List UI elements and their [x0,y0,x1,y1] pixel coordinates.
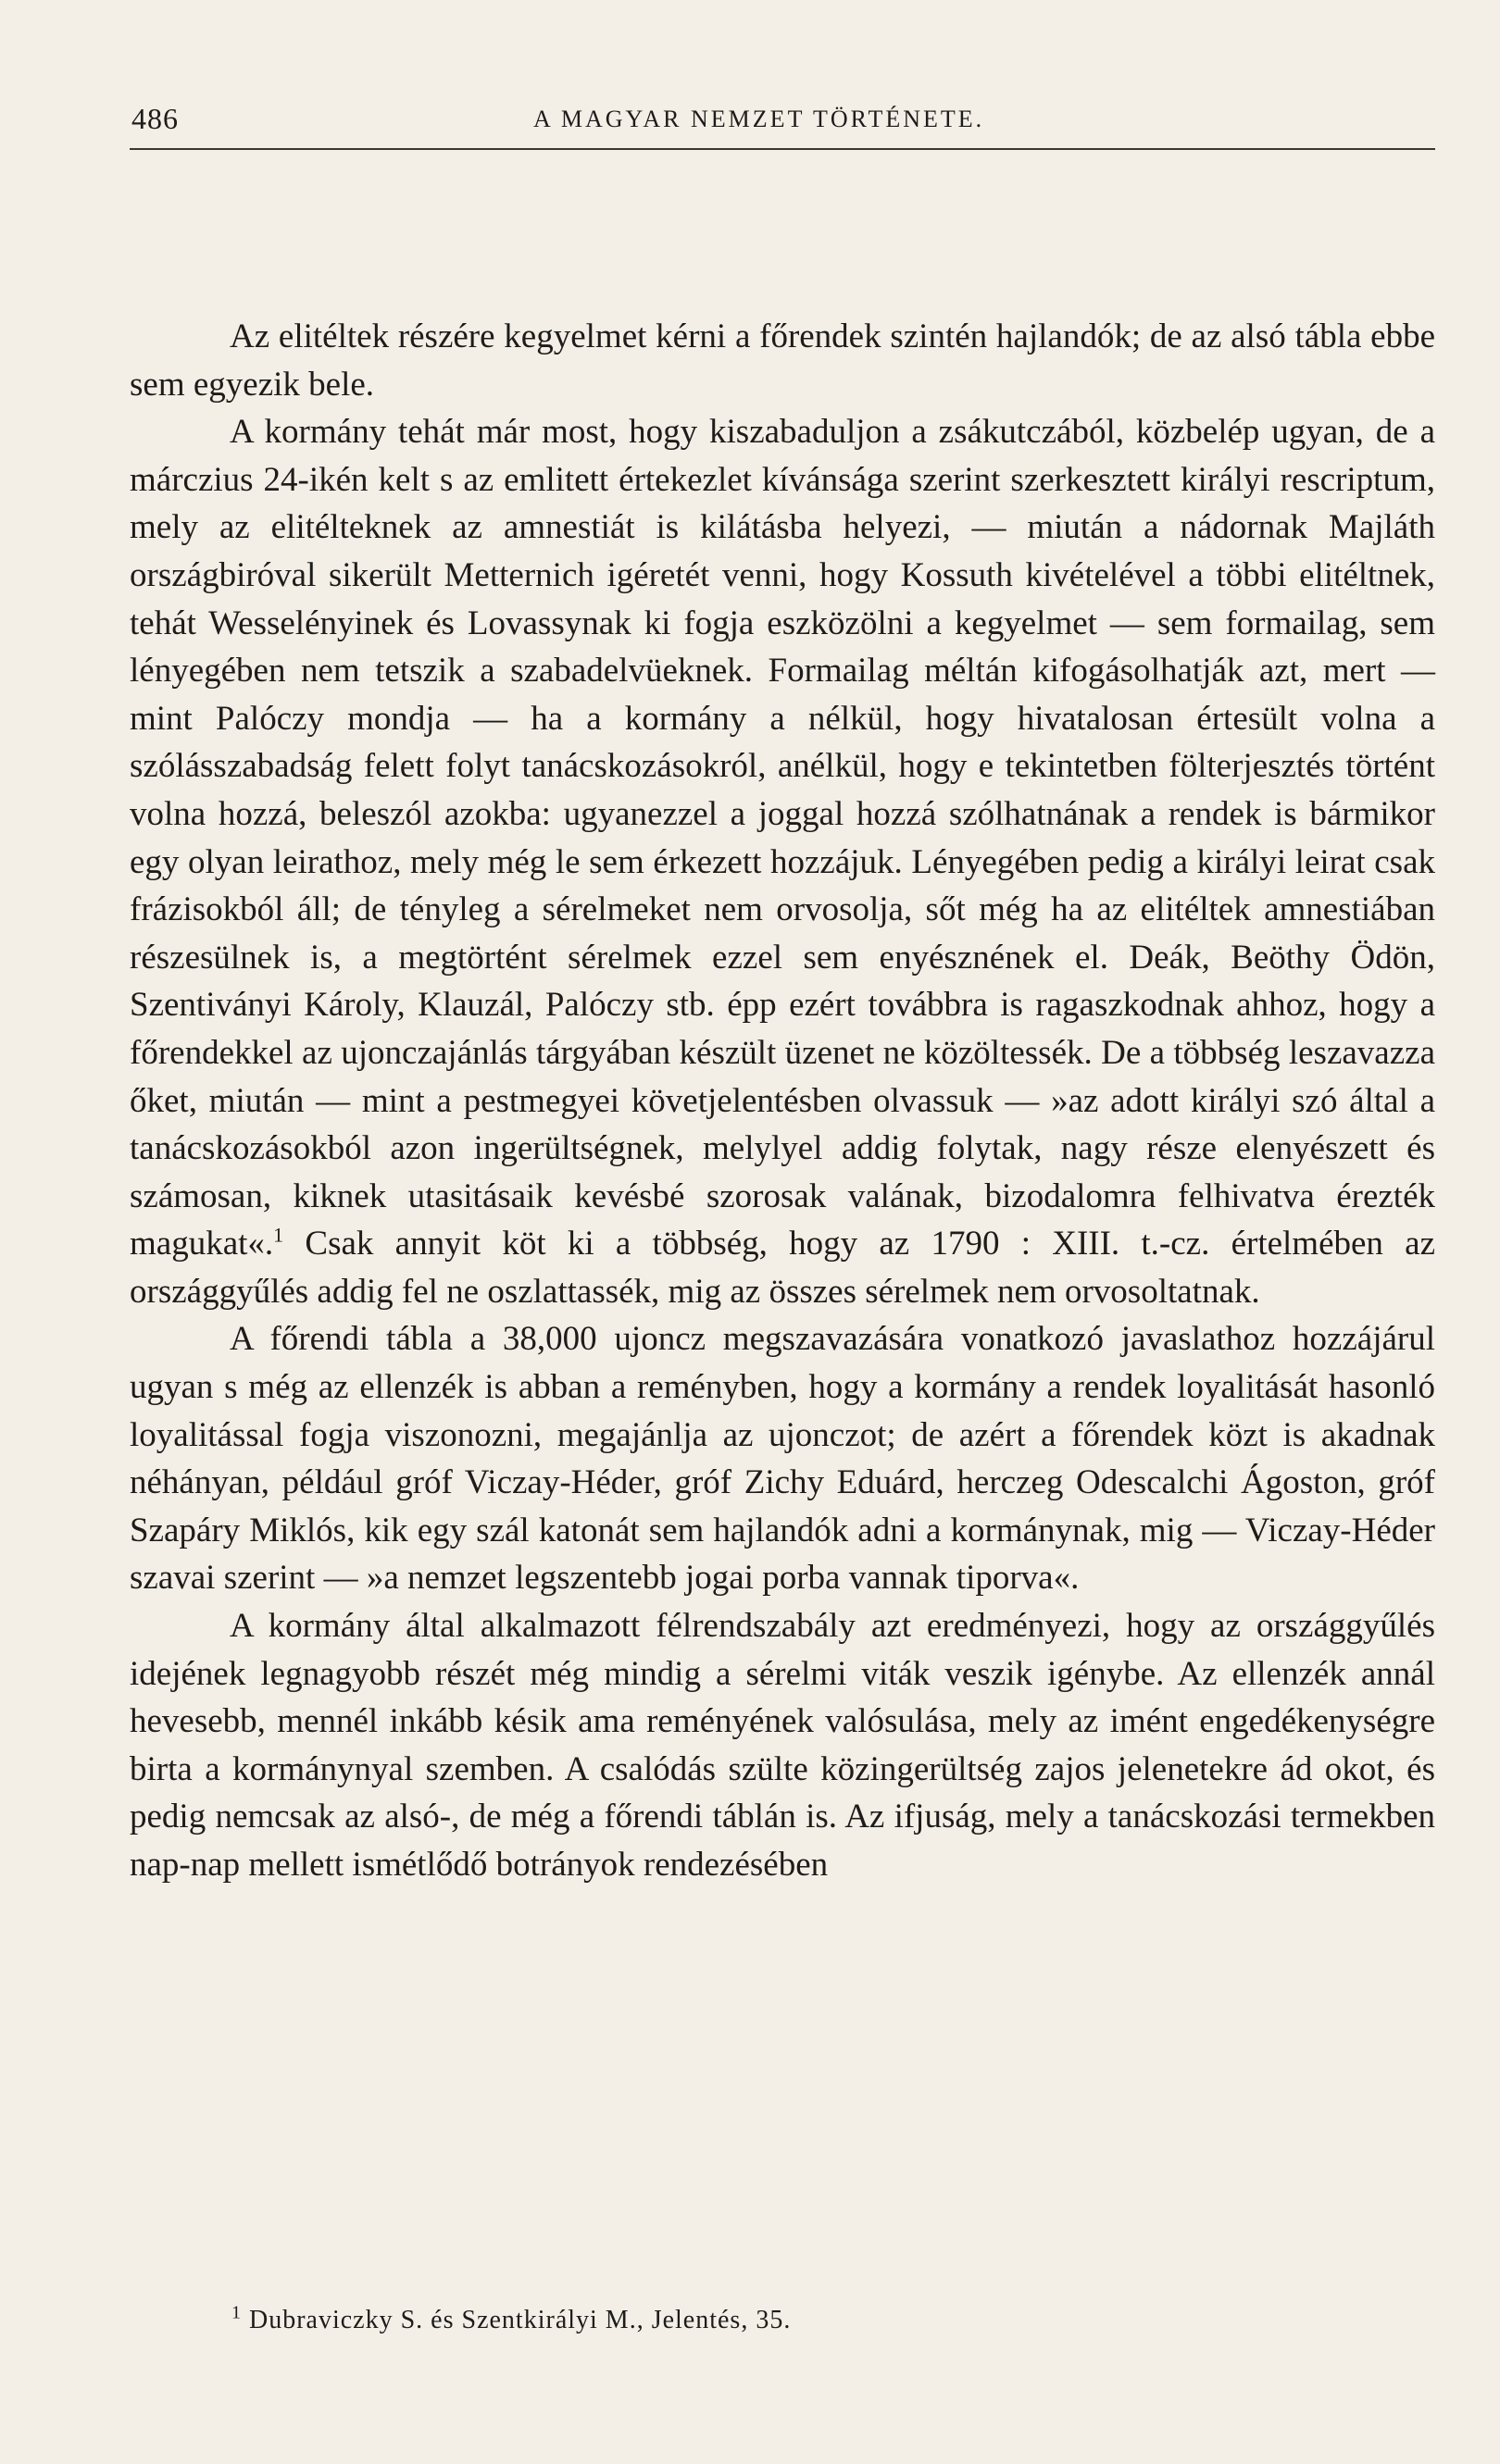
paragraph-1: Az elitéltek részére kegyelmet kérni a főrendek szintén hajlandók; de az alsó tábla ebbe sem egyezik bele. [130,317,1435,404]
footnote-reference: 1 [273,1223,284,1247]
footnote [130,2302,1435,2339]
footnote-text: Dubraviczky S. és Szentkirályi M., Jelentés, 35. [249,2306,792,2334]
page [130,100,1435,1889]
paragraph-2 [130,408,1435,1315]
page-number: 486 [131,102,179,135]
paragraph-3: A főrendi tábla a 38,000 ujoncz megszavazására vonatkozó javaslathoz hozzájárul ugyan s még az ellenzék is abban a reményben, hogy a kormány a rendek loyalitását hasonló loyalitással fogja viszonozni, megajánlja az ujonczot; de azért a főrendek közt is akadnak néhányan, például gróf Viczay-Héder, gróf Zichy Eduárd, herczeg Odescalchi Ágoston, gróf Szapáry Miklós, kik egy szál katonát sem hajlandók adni a kormánynak, mig — Viczay-Héder szavai szerint — »a nemzet legszentebb jogai porba vannak tiporva«. [130,1320,1435,1598]
paragraph-2-continuation: Csak annyit köt ki a többség, hogy az 1790 : XIII. t.-cz. értelmében az országgyűlés addig fel ne oszlattassék, mig az összes sérelmek nem orvosoltatnak. [130,1225,1436,1311]
paragraph-4: A kormány által alkalmazott félrendszabály azt eredményezi, hogy az országgyűlés idejének legnagyobb részét még mindig a sérelmi viták veszik igénybe. Az ellenzék annál hevesebb, mennél inkább késik ama reményének valósulása, mely az imént engedékenységre birta a kormánynyal szemben. A csalódás szülte közingerültség zajos jelenetekre ád okot, és pedig nemcsak az alsó-, de még a főrendi táblán is. Az ifjuság, mely a tanácskozási termekben nap-nap mellett ismétlődő botrányok rendezésében [130,1607,1435,1884]
paragraph-2-text: A kormány tehát már most, hogy kiszabaduljon a zsákutczából, közbelép ugyan, de a márczius 24-ikén kelt s az emlitett értekezlet kívánsága szerint szerkesztett királyi rescriptum, mely az elitélteknek az amnestiát is kilátásba helyezi, — miután a nádornak Majláth országbiróval sikerült Metternich igéretét venni, hogy Kossuth kivételével a többi elitéltnek, tehát Wesselényinek és Lovassynak ki fogja eszközölni a kegyelmet — sem formailag, sem lényegében nem tetszik a szabadelvüeknek. Formailag méltán kifogásolhatják azt, mert — mint Palóczy mondja — ha a kormány a nélkül, hogy hivatalosan értesült volna a szólásszabadság felett folyt tanácskozásokról, anélkül, hogy e tekintetben fölterjesztés történt volna hozzá, beleszól azokba: ugyanezzel a joggal hozzá szólhatnának a rendek is bármikor egy olyan leirathoz, mely még le sem érkezett hozzájuk. Lényegében pedig a királyi leirat csak frázisokból áll; de tényleg a sérelmeket nem orvosolja, sőt még ha az elitéltek amnestiában részesülnek is, a megtörtént sérelmek ezzel sem enyésznének el. Deák, Beöthy Ödön, Szentiványi Károly, Klauzál, Palóczy stb. épp ezért továbbra is ragaszkodnak ahhoz, hogy a főrendekkel az ujonczajánlás tárgyában készült üzenet ne közöltessék. De a többség leszavazza őket, miután — mint a pestmegyei követjelentésben olvassuk — »az adott királyi szó által a tanácskozásokból azon ingerültségnek, melylyel addig folytak, nagy része elenyészett és számosan, kiknek utasitásaik kevésbé szorosak valának, bizodalomra felhivatva érezték magukat«. [130,413,1435,1263]
running-title: A MAGYAR NEMZET TÖRTÉNETE. [533,106,985,132]
body-text [130,313,1435,1889]
running-head [130,100,1435,150]
footnote-marker: 1 [231,2302,242,2323]
